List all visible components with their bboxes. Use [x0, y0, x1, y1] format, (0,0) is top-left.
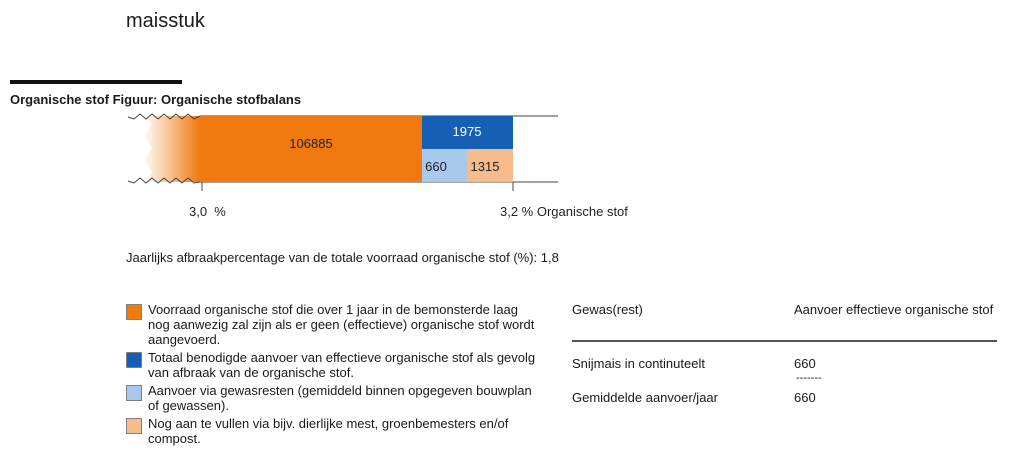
table-cell-value: 660 — [794, 356, 816, 371]
legend-item-totaal-benodigd — [126, 350, 536, 380]
table-header-supply: Aanvoer effectieve organische stof — [794, 302, 994, 317]
legend-label: Voorraad organische stof die over 1 jaar in de bemonsterde laag nog aanwezig zal zijn als er geen (effectieve) organische stof wordt aangevoerd. — [148, 302, 535, 347]
table-separator: ------- — [796, 372, 822, 384]
table-header-rule — [572, 340, 997, 342]
table-header-crop: Gewas(rest) — [572, 302, 643, 317]
tick-label-right: 3,2 % Organische stof — [500, 204, 628, 219]
section-title: Organische stof Figuur: Organische stofbalans — [10, 92, 302, 107]
data-label-aan-te-vullen: 1315 — [470, 159, 500, 174]
tick-label-left: 3,0 % — [189, 204, 226, 219]
legend-label: Totaal benodigde aanvoer van effectieve organische stof als gevolg van afbraak van de organische stof. — [148, 350, 536, 380]
legend-label: Nog aan te vullen via bijv. dierlijke mest, groenbemesters en/of compost. — [148, 416, 509, 446]
table-cell-crop: Snijmais in continuteelt — [572, 356, 705, 371]
legend-swatch — [126, 304, 142, 320]
annual-breakdown-rate: Jaarlijks afbraakpercentage van de totale voorraad organische stof (%): 1,8 — [126, 250, 559, 265]
page-heading: maisstuk — [126, 10, 205, 32]
data-label-gewasresten: 660 — [425, 159, 447, 174]
data-label-voorraad: 106885 — [289, 136, 333, 151]
legend-label: Aanvoer via gewasresten (gemiddeld binnen opgegeven bouwplan of gewassen). — [148, 383, 532, 413]
data-label-totaal-benodigd: 1975 — [452, 124, 482, 139]
table-avg-value: 660 — [794, 390, 816, 405]
legend-item-aan-te-vullen — [126, 416, 536, 446]
legend-item-voorraad — [126, 302, 536, 347]
legend-swatch — [126, 418, 142, 434]
bar-fade-segment — [143, 116, 200, 182]
legend-item-gewasresten — [126, 383, 536, 413]
legend-swatch — [126, 352, 142, 368]
legend — [126, 302, 536, 449]
legend-swatch — [126, 385, 142, 401]
table-avg-label: Gemiddelde aanvoer/jaar — [572, 390, 718, 405]
